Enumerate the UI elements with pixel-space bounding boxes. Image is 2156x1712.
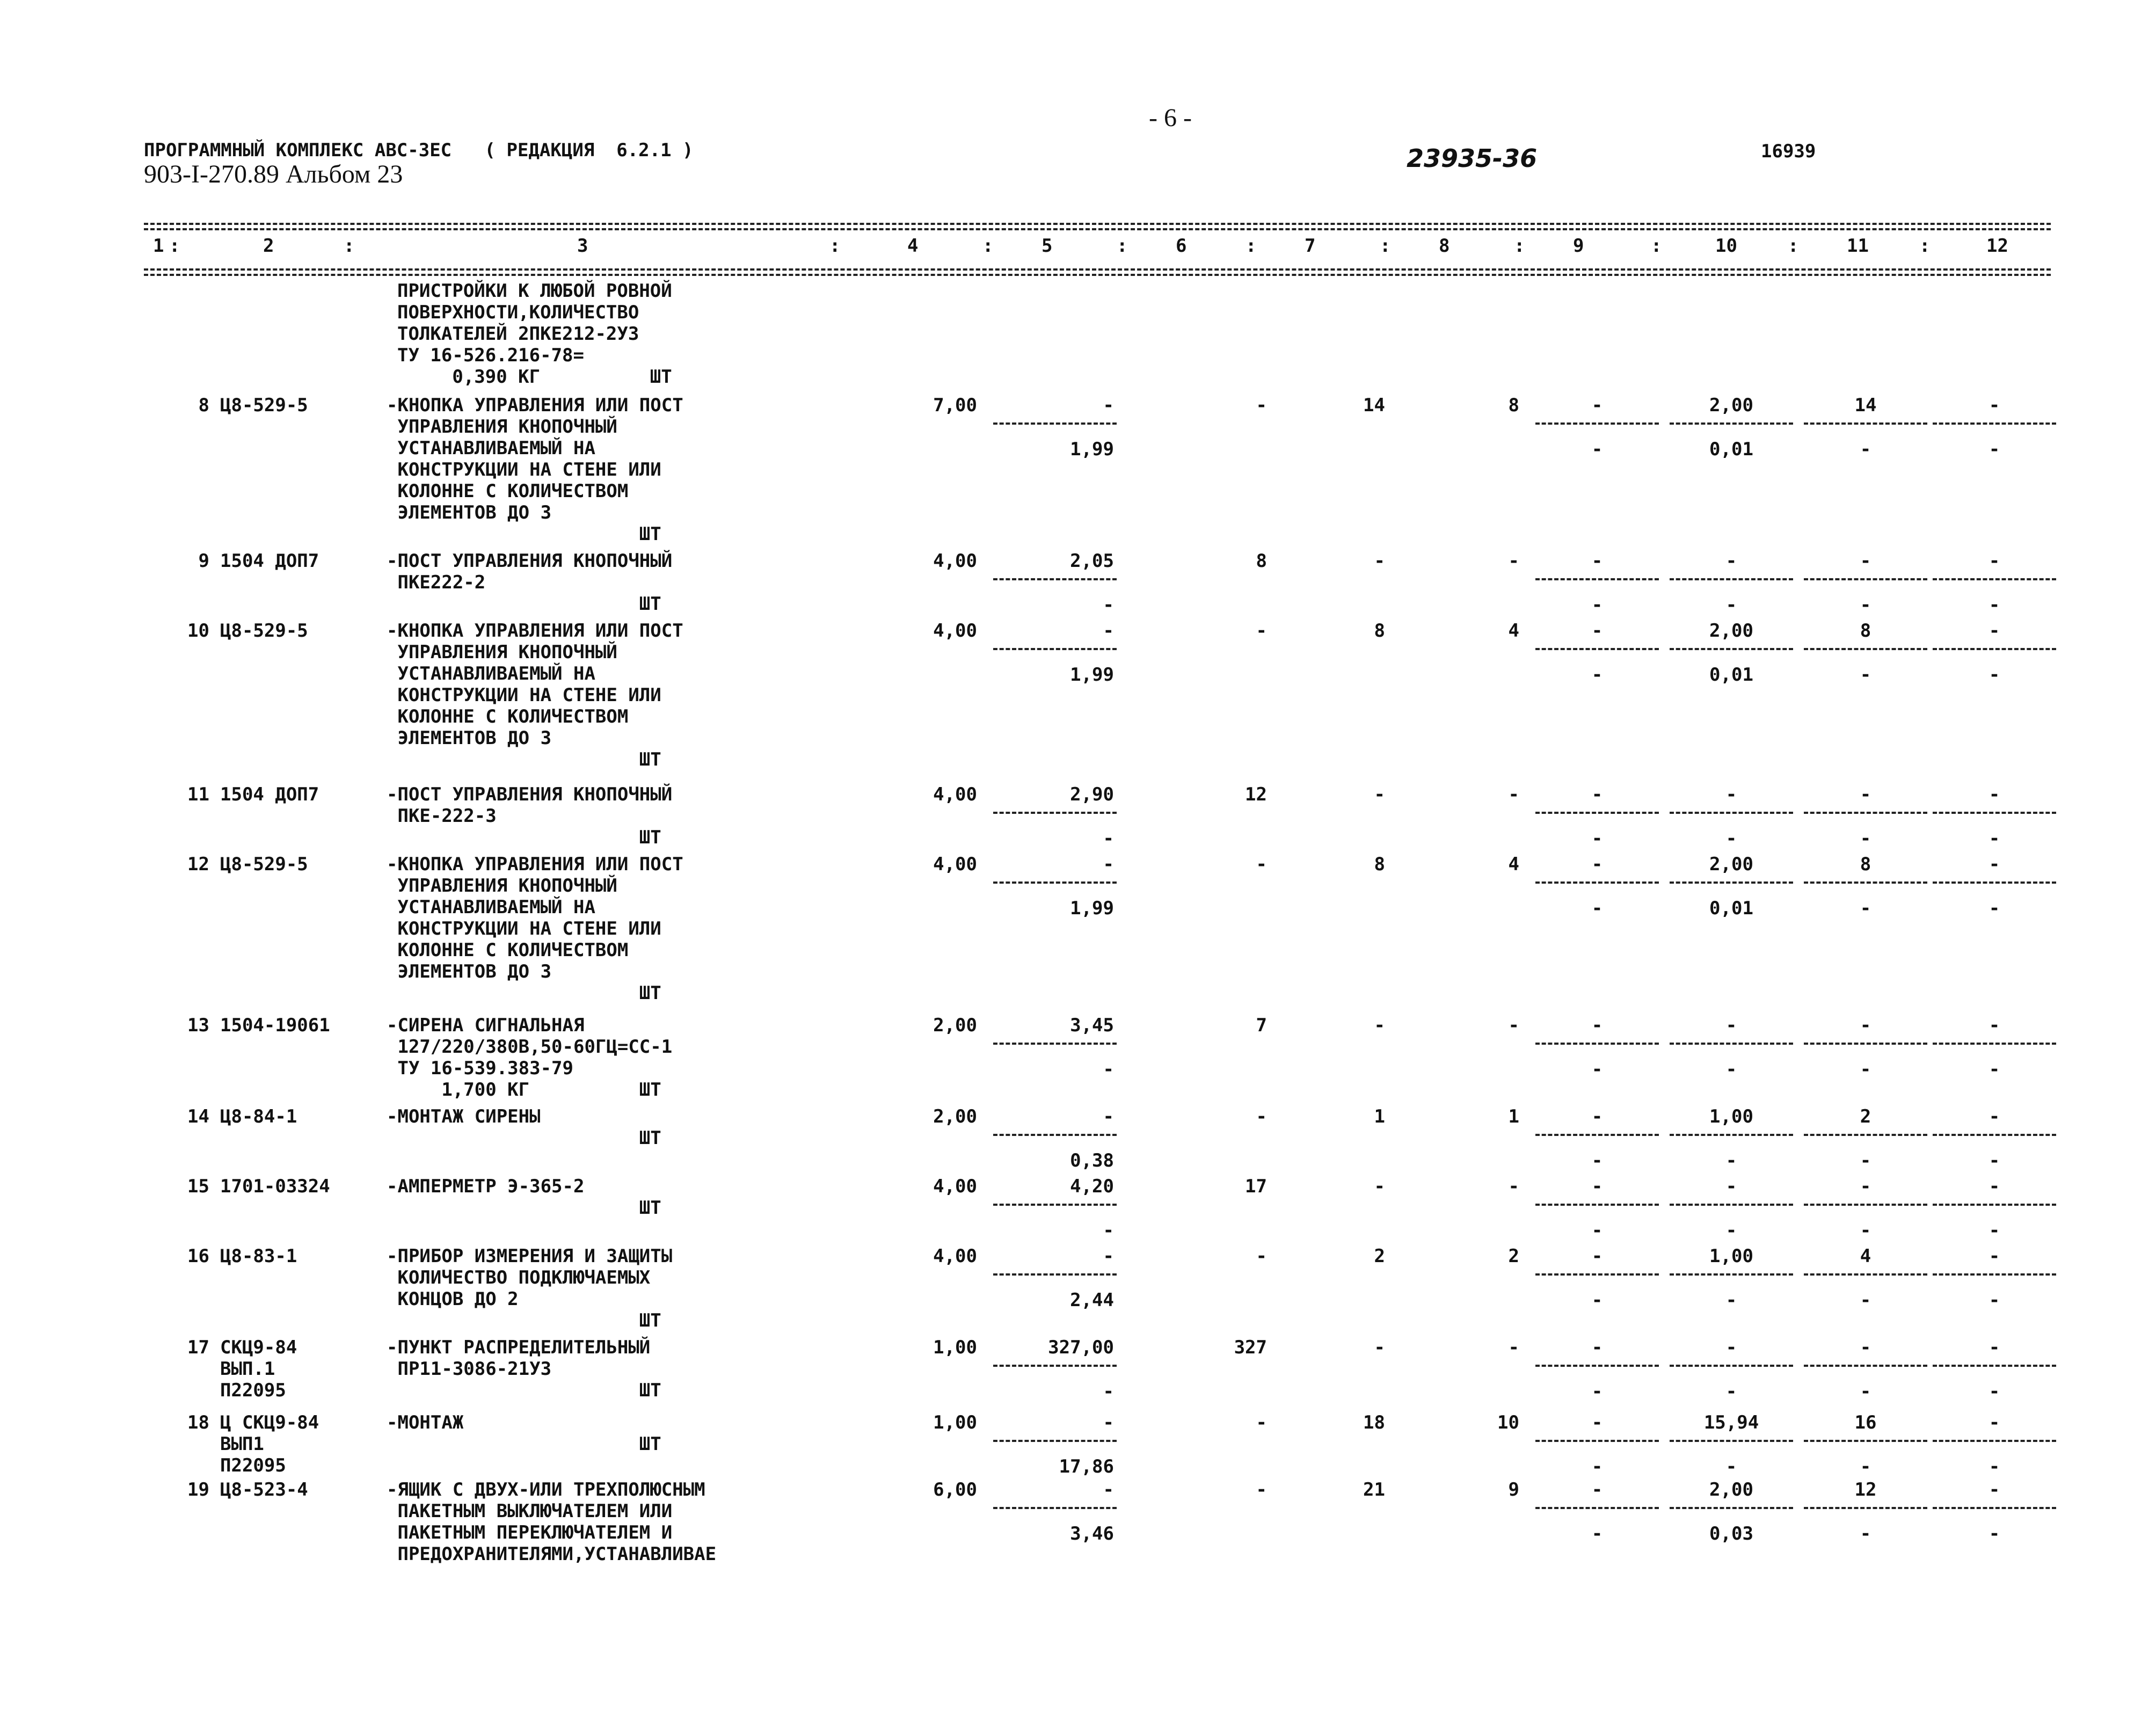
col8: 1 bbox=[1508, 1106, 1519, 1127]
col10-lower: - bbox=[1725, 1059, 1737, 1080]
col5-upper: - bbox=[1103, 1412, 1114, 1433]
col8: 4 bbox=[1508, 620, 1519, 642]
col11-upper: - bbox=[1860, 784, 1871, 805]
col9-upper: - bbox=[1591, 1106, 1603, 1127]
col9-divider bbox=[1535, 1043, 1659, 1045]
col12-upper: - bbox=[1989, 1479, 2000, 1500]
col6: - bbox=[1256, 1106, 1267, 1127]
col9-upper: - bbox=[1591, 854, 1603, 875]
col10-lower: - bbox=[1725, 828, 1737, 849]
registration-number: 23935-36 bbox=[1407, 144, 1538, 173]
column-separator: : bbox=[1788, 235, 1799, 257]
col10-lower: 0,01 bbox=[1709, 439, 1753, 460]
col4-quantity: 2,00 bbox=[933, 1106, 977, 1127]
col11-upper: 16 bbox=[1854, 1412, 1877, 1433]
col8: - bbox=[1508, 1015, 1519, 1036]
col5-upper: - bbox=[1103, 854, 1114, 875]
col6: - bbox=[1256, 1412, 1267, 1433]
col5-upper: - bbox=[1103, 1245, 1114, 1267]
col12-divider bbox=[1933, 1273, 2056, 1276]
col5-upper: - bbox=[1103, 620, 1114, 642]
row-number: 8 bbox=[198, 395, 209, 416]
col6: - bbox=[1256, 1479, 1267, 1500]
col7: - bbox=[1374, 1015, 1385, 1036]
col10-lower: 0,01 bbox=[1709, 898, 1753, 919]
column-header-1: 1 bbox=[153, 235, 164, 257]
col7: - bbox=[1374, 784, 1385, 805]
col8: - bbox=[1508, 550, 1519, 572]
col6: - bbox=[1256, 854, 1267, 875]
col6: 7 bbox=[1256, 1015, 1267, 1036]
row-number: 13 bbox=[187, 1015, 209, 1036]
col9-lower: - bbox=[1591, 828, 1603, 849]
col11-divider bbox=[1804, 422, 1927, 425]
col11-upper: - bbox=[1860, 1015, 1871, 1036]
col5-divider bbox=[993, 882, 1117, 884]
col10-upper: - bbox=[1725, 1015, 1737, 1036]
col8: 10 bbox=[1497, 1412, 1519, 1433]
col7: 1 bbox=[1374, 1106, 1385, 1127]
row-number: 16 bbox=[187, 1245, 209, 1267]
col12-upper: - bbox=[1989, 1412, 2000, 1433]
col11-lower: - bbox=[1860, 1290, 1871, 1311]
col12-divider bbox=[1933, 1204, 2056, 1206]
col12-lower: - bbox=[1989, 664, 2000, 686]
col10-lower: - bbox=[1725, 1220, 1737, 1241]
col7: 18 bbox=[1363, 1412, 1385, 1433]
col5-divider bbox=[993, 1134, 1117, 1136]
column-separator: : bbox=[1380, 235, 1391, 257]
col5-lower: - bbox=[1103, 1059, 1114, 1080]
col9-upper: - bbox=[1591, 395, 1603, 416]
col11-divider bbox=[1804, 578, 1927, 580]
col10-upper: 2,00 bbox=[1709, 854, 1753, 875]
item-description: -ПОСТ УПРАВЛЕНИЯ КНОПОЧНЫЙ ПКЕ222-2 ШТ bbox=[387, 550, 673, 615]
col9-divider bbox=[1535, 1134, 1659, 1136]
col9-upper: - bbox=[1591, 620, 1603, 642]
column-header-8: 8 bbox=[1439, 235, 1450, 257]
item-code: Ц8-529-5 bbox=[220, 620, 308, 642]
col11-lower: - bbox=[1860, 594, 1871, 616]
col12-divider bbox=[1933, 1134, 2056, 1136]
col6: 17 bbox=[1245, 1176, 1267, 1197]
col11-upper: 14 bbox=[1854, 395, 1877, 416]
row-number: 19 bbox=[187, 1479, 209, 1500]
item-code: 1504 ДОП7 bbox=[220, 550, 319, 572]
col11-lower: - bbox=[1860, 1150, 1871, 1171]
col9-upper: - bbox=[1591, 1015, 1603, 1036]
col7: 21 bbox=[1363, 1479, 1385, 1500]
column-separator: : bbox=[1651, 235, 1662, 257]
column-header-3: 3 bbox=[577, 235, 588, 257]
col12-upper: - bbox=[1989, 1337, 2000, 1358]
header-bottom-rule bbox=[144, 268, 2051, 271]
col11-divider bbox=[1804, 1365, 1927, 1367]
col9-divider bbox=[1535, 648, 1659, 650]
row-number: 15 bbox=[187, 1176, 209, 1197]
col9-divider bbox=[1535, 1507, 1659, 1509]
col8: 8 bbox=[1508, 395, 1519, 416]
col12-upper: - bbox=[1989, 1245, 2000, 1267]
col5-lower: - bbox=[1103, 594, 1114, 616]
col8: 4 bbox=[1508, 854, 1519, 875]
col4-quantity: 4,00 bbox=[933, 784, 977, 805]
column-separator: : bbox=[169, 235, 180, 257]
col10-divider bbox=[1670, 1440, 1793, 1442]
col4-quantity: 2,00 bbox=[933, 1015, 977, 1036]
col11-upper: 8 bbox=[1860, 620, 1871, 642]
item-code: 1504-19061 bbox=[220, 1015, 330, 1036]
col12-lower: - bbox=[1989, 1381, 2000, 1402]
col6: - bbox=[1256, 395, 1267, 416]
item-description: -ПРИБОР ИЗМЕРЕНИЯ И ЗАЩИТЫ КОЛИЧЕСТВО ПОДКЛЮЧАЕМЫХ КОНЦОВ ДО 2 ШТ bbox=[387, 1245, 673, 1331]
row-number: 11 bbox=[187, 784, 209, 805]
doc-code: 903-I-270.89 Альбом 23 bbox=[144, 160, 403, 188]
col11-upper: 8 bbox=[1860, 854, 1871, 875]
col9-lower: - bbox=[1591, 439, 1603, 460]
col9-upper: - bbox=[1591, 1479, 1603, 1500]
column-header-5: 5 bbox=[1041, 235, 1053, 257]
col5-lower: 0,38 bbox=[1070, 1150, 1114, 1171]
col11-lower: - bbox=[1860, 439, 1871, 460]
col5-upper: 3,45 bbox=[1070, 1015, 1114, 1036]
col5-divider bbox=[993, 1043, 1117, 1045]
col12-upper: - bbox=[1989, 1106, 2000, 1127]
col12-lower: - bbox=[1989, 1220, 2000, 1241]
item-code: Ц СКЦ9-84 ВЫП1 П22095 bbox=[220, 1412, 319, 1476]
col9-divider bbox=[1535, 882, 1659, 884]
col10-lower: 0,03 bbox=[1709, 1523, 1753, 1545]
col12-upper: - bbox=[1989, 1176, 2000, 1197]
col9-upper: - bbox=[1591, 1245, 1603, 1267]
col8: - bbox=[1508, 784, 1519, 805]
col5-divider bbox=[993, 1440, 1117, 1442]
item-description: -ПОСТ УПРАВЛЕНИЯ КНОПОЧНЫЙ ПКЕ-222-3 ШТ bbox=[387, 784, 673, 848]
col12-lower: - bbox=[1989, 1150, 2000, 1171]
col6: - bbox=[1256, 1245, 1267, 1267]
item-description: -ЯЩИК С ДВУХ-ИЛИ ТРЕХПОЛЮСНЫМ ПАКЕТНЫМ ВЫКЛЮЧАТЕЛЕМ ИЛИ ПАКЕТНЫМ ПЕРЕКЛЮЧАТЕЛЕМ И ПРЕДОХРАНИТЕЛЯМИ,УСТАНАВЛИВАЕ bbox=[387, 1479, 717, 1565]
col10-upper: - bbox=[1725, 784, 1737, 805]
col9-divider bbox=[1535, 422, 1659, 425]
col5-divider bbox=[993, 1204, 1117, 1206]
col12-upper: - bbox=[1989, 854, 2000, 875]
item-description: -МОНТАЖ СИРЕНЫ ШТ bbox=[387, 1106, 661, 1149]
col10-lower: - bbox=[1725, 1150, 1737, 1171]
col11-divider bbox=[1804, 1507, 1927, 1509]
col7: 8 bbox=[1374, 854, 1385, 875]
col10-lower: - bbox=[1725, 1456, 1737, 1477]
col9-lower: - bbox=[1591, 594, 1603, 616]
col12-upper: - bbox=[1989, 1015, 2000, 1036]
item-code: Ц8-84-1 bbox=[220, 1106, 297, 1127]
col4-quantity: 6,00 bbox=[933, 1479, 977, 1500]
col8: - bbox=[1508, 1176, 1519, 1197]
item-description: -КНОПКА УПРАВЛЕНИЯ ИЛИ ПОСТ УПРАВЛЕНИЯ КНОПОЧНЫЙ УСТАНАВЛИВАЕМЫЙ НА КОНСТРУКЦИИ НА СТЕНЕ ИЛИ КОЛОННЕ С КОЛИЧЕСТВОМ ЭЛЕМЕНТОВ ДО 3 ШТ bbox=[387, 854, 683, 1004]
col11-lower: - bbox=[1860, 1523, 1871, 1545]
col12-lower: - bbox=[1989, 1523, 2000, 1545]
col9-lower: - bbox=[1591, 898, 1603, 919]
header-bottom-rule-2 bbox=[144, 274, 2051, 276]
col12-upper: - bbox=[1989, 784, 2000, 805]
col10-upper: - bbox=[1725, 1176, 1737, 1197]
col8: 2 bbox=[1508, 1245, 1519, 1267]
column-separator: : bbox=[1245, 235, 1257, 257]
col11-lower: - bbox=[1860, 1456, 1871, 1477]
item-code: СКЦ9-84 ВЫП.1 П22095 bbox=[220, 1337, 297, 1401]
item-description: -ПУНКТ РАСПРЕДЕЛИТЕЛЬНЫЙ ПР11-3086-21У3 ШТ bbox=[387, 1337, 661, 1401]
col12-lower: - bbox=[1989, 828, 2000, 849]
col4-quantity: 4,00 bbox=[933, 1245, 977, 1267]
top-rule-1 bbox=[144, 223, 2051, 225]
col12-upper: - bbox=[1989, 620, 2000, 642]
col11-upper: - bbox=[1860, 1337, 1871, 1358]
col12-divider bbox=[1933, 1507, 2056, 1509]
column-header-12: 12 bbox=[1986, 235, 2008, 257]
col11-upper: - bbox=[1860, 1176, 1871, 1197]
col9-lower: - bbox=[1591, 1381, 1603, 1402]
col9-lower: - bbox=[1591, 1290, 1603, 1311]
col12-lower: - bbox=[1989, 594, 2000, 616]
col5-lower: 1,99 bbox=[1070, 664, 1114, 686]
col12-divider bbox=[1933, 578, 2056, 580]
col11-lower: - bbox=[1860, 1381, 1871, 1402]
column-separator: : bbox=[829, 235, 841, 257]
col5-upper: 2,90 bbox=[1070, 784, 1114, 805]
col5-lower: 2,44 bbox=[1070, 1290, 1114, 1311]
col10-divider bbox=[1670, 882, 1793, 884]
col9-divider bbox=[1535, 1273, 1659, 1276]
col12-divider bbox=[1933, 422, 2056, 425]
col7: 2 bbox=[1374, 1245, 1385, 1267]
col7: - bbox=[1374, 1337, 1385, 1358]
col6: 12 bbox=[1245, 784, 1267, 805]
item-description: -КНОПКА УПРАВЛЕНИЯ ИЛИ ПОСТ УПРАВЛЕНИЯ КНОПОЧНЫЙ УСТАНАВЛИВАЕМЫЙ НА КОНСТРУКЦИИ НА СТЕНЕ ИЛИ КОЛОННЕ С КОЛИЧЕСТВОМ ЭЛЕМЕНТОВ ДО 3 ШТ bbox=[387, 395, 683, 545]
col9-upper: - bbox=[1591, 784, 1603, 805]
col9-divider bbox=[1535, 1365, 1659, 1367]
col6: 327 bbox=[1234, 1337, 1267, 1358]
col12-divider bbox=[1933, 1365, 2056, 1367]
col11-lower: - bbox=[1860, 664, 1871, 686]
col5-upper: - bbox=[1103, 1479, 1114, 1500]
col4-quantity: 1,00 bbox=[933, 1412, 977, 1433]
column-separator: : bbox=[1919, 235, 1931, 257]
col11-divider bbox=[1804, 1204, 1927, 1206]
col5-divider bbox=[993, 422, 1117, 425]
col9-divider bbox=[1535, 578, 1659, 580]
col5-upper: 4,20 bbox=[1070, 1176, 1114, 1197]
col5-divider bbox=[993, 1507, 1117, 1509]
col6: 8 bbox=[1256, 550, 1267, 572]
col4-quantity: 4,00 bbox=[933, 854, 977, 875]
col8: 9 bbox=[1508, 1479, 1519, 1500]
column-header-10: 10 bbox=[1715, 235, 1737, 257]
col5-divider bbox=[993, 648, 1117, 650]
row-number: 12 bbox=[187, 854, 209, 875]
top-rule-2 bbox=[144, 228, 2051, 230]
col5-lower: - bbox=[1103, 1220, 1114, 1241]
row-number: 9 bbox=[198, 550, 209, 572]
col11-divider bbox=[1804, 1440, 1927, 1442]
col11-lower: - bbox=[1860, 1220, 1871, 1241]
item-code: 1504 ДОП7 bbox=[220, 784, 319, 805]
col10-upper: 2,00 bbox=[1709, 1479, 1753, 1500]
col10-upper: 1,00 bbox=[1709, 1245, 1753, 1267]
col10-lower: - bbox=[1725, 594, 1737, 616]
col11-lower: - bbox=[1860, 898, 1871, 919]
col7: - bbox=[1374, 1176, 1385, 1197]
col9-lower: - bbox=[1591, 1220, 1603, 1241]
col10-upper: - bbox=[1725, 1337, 1737, 1358]
col10-lower: 0,01 bbox=[1709, 664, 1753, 686]
col11-divider bbox=[1804, 1273, 1927, 1276]
item-description: -МОНТАЖ ШТ bbox=[387, 1412, 661, 1455]
col5-lower: - bbox=[1103, 828, 1114, 849]
column-separator: : bbox=[344, 235, 355, 257]
col11-upper: - bbox=[1860, 550, 1871, 572]
col10-divider bbox=[1670, 1507, 1793, 1509]
col11-upper: 12 bbox=[1854, 1479, 1877, 1500]
column-header-6: 6 bbox=[1176, 235, 1187, 257]
col12-divider bbox=[1933, 1440, 2056, 1442]
col9-upper: - bbox=[1591, 1176, 1603, 1197]
col12-lower: - bbox=[1989, 439, 2000, 460]
col11-upper: 4 bbox=[1860, 1245, 1871, 1267]
row-number: 14 bbox=[187, 1106, 209, 1127]
col5-lower: 17,86 bbox=[1059, 1456, 1114, 1477]
col10-divider bbox=[1670, 1273, 1793, 1276]
col9-lower: - bbox=[1591, 1523, 1603, 1545]
col5-upper: 327,00 bbox=[1048, 1337, 1114, 1358]
col5-upper: 2,05 bbox=[1070, 550, 1114, 572]
col5-divider bbox=[993, 1273, 1117, 1276]
col4-quantity: 4,00 bbox=[933, 550, 977, 572]
col5-divider bbox=[993, 1365, 1117, 1367]
col11-lower: - bbox=[1860, 828, 1871, 849]
col10-divider bbox=[1670, 648, 1793, 650]
col12-lower: - bbox=[1989, 1059, 2000, 1080]
col9-upper: - bbox=[1591, 550, 1603, 572]
col9-divider bbox=[1535, 1440, 1659, 1442]
item-code: Ц8-529-5 bbox=[220, 854, 308, 875]
column-header-11: 11 bbox=[1847, 235, 1869, 257]
col11-upper: 2 bbox=[1860, 1106, 1871, 1127]
col9-lower: - bbox=[1591, 1059, 1603, 1080]
col5-lower: - bbox=[1103, 1381, 1114, 1402]
item-code: Ц8-523-4 bbox=[220, 1479, 308, 1500]
col4-quantity: 7,00 bbox=[933, 395, 977, 416]
column-header-9: 9 bbox=[1573, 235, 1584, 257]
col9-lower: - bbox=[1591, 664, 1603, 686]
col12-divider bbox=[1933, 1043, 2056, 1045]
column-header-2: 2 bbox=[263, 235, 274, 257]
col10-divider bbox=[1670, 1204, 1793, 1206]
item-code: Ц8-529-5 bbox=[220, 395, 308, 416]
item-code: Ц8-83-1 bbox=[220, 1245, 297, 1267]
col11-divider bbox=[1804, 882, 1927, 884]
col12-divider bbox=[1933, 648, 2056, 650]
col7: 8 bbox=[1374, 620, 1385, 642]
sheet-number: 16939 bbox=[1761, 141, 1816, 162]
col10-upper: 2,00 bbox=[1709, 395, 1753, 416]
row-number: 18 bbox=[187, 1412, 209, 1433]
col5-lower: 1,99 bbox=[1070, 898, 1114, 919]
col10-upper: 1,00 bbox=[1709, 1106, 1753, 1127]
column-separator: : bbox=[1514, 235, 1525, 257]
col12-upper: - bbox=[1989, 395, 2000, 416]
col4-quantity: 4,00 bbox=[933, 620, 977, 642]
item-code: 1701-03324 bbox=[220, 1176, 330, 1197]
col5-divider bbox=[993, 812, 1117, 814]
col5-lower: 3,46 bbox=[1070, 1523, 1114, 1545]
item-description: -КНОПКА УПРАВЛЕНИЯ ИЛИ ПОСТ УПРАВЛЕНИЯ КНОПОЧНЫЙ УСТАНАВЛИВАЕМЫЙ НА КОНСТРУКЦИИ НА СТЕНЕ ИЛИ КОЛОННЕ С КОЛИЧЕСТВОМ ЭЛЕМЕНТОВ ДО 3 ШТ bbox=[387, 620, 683, 770]
row-number: 10 bbox=[187, 620, 209, 642]
col10-divider bbox=[1670, 1365, 1793, 1367]
column-header-7: 7 bbox=[1305, 235, 1316, 257]
col12-divider bbox=[1933, 882, 2056, 884]
col11-divider bbox=[1804, 1134, 1927, 1136]
column-separator: : bbox=[1117, 235, 1128, 257]
col9-divider bbox=[1535, 1204, 1659, 1206]
item-description: -АМПЕРМЕТР Э-365-2 ШТ bbox=[387, 1176, 661, 1219]
col10-divider bbox=[1670, 422, 1793, 425]
col12-lower: - bbox=[1989, 1290, 2000, 1311]
col6: - bbox=[1256, 620, 1267, 642]
item-description: -СИРЕНА СИГНАЛЬНАЯ 127/220/380В,50-60ГЦ=СС-1 ТУ 16-539.383-79 1,700 КГ ШТ bbox=[387, 1015, 673, 1101]
col10-divider bbox=[1670, 812, 1793, 814]
col4-quantity: 1,00 bbox=[933, 1337, 977, 1358]
col7: - bbox=[1374, 550, 1385, 572]
page-number: - 6 - bbox=[1149, 104, 1192, 132]
col12-lower: - bbox=[1989, 1456, 2000, 1477]
column-separator: : bbox=[982, 235, 994, 257]
col9-lower: - bbox=[1591, 1456, 1603, 1477]
col12-upper: - bbox=[1989, 550, 2000, 572]
col10-lower: - bbox=[1725, 1381, 1737, 1402]
col10-upper: 2,00 bbox=[1709, 620, 1753, 642]
col10-lower: - bbox=[1725, 1290, 1737, 1311]
col10-divider bbox=[1670, 578, 1793, 580]
col12-lower: - bbox=[1989, 898, 2000, 919]
col9-upper: - bbox=[1591, 1412, 1603, 1433]
col11-divider bbox=[1804, 812, 1927, 814]
col9-lower: - bbox=[1591, 1150, 1603, 1171]
col9-upper: - bbox=[1591, 1337, 1603, 1358]
column-header-4: 4 bbox=[907, 235, 919, 257]
col7: 14 bbox=[1363, 395, 1385, 416]
col10-divider bbox=[1670, 1134, 1793, 1136]
col5-divider bbox=[993, 578, 1117, 580]
col4-quantity: 4,00 bbox=[933, 1176, 977, 1197]
col10-upper: 15,94 bbox=[1703, 1412, 1759, 1433]
col10-upper: - bbox=[1725, 550, 1737, 572]
col11-lower: - bbox=[1860, 1059, 1871, 1080]
col9-divider bbox=[1535, 812, 1659, 814]
row-number: 17 bbox=[187, 1337, 209, 1358]
col5-upper: - bbox=[1103, 1106, 1114, 1127]
program-title: ПРОГРАММНЫЙ КОМПЛЕКС АВС-3ЕС ( РЕДАКЦИЯ 6.2.1 ) bbox=[144, 140, 694, 161]
col11-divider bbox=[1804, 1043, 1927, 1045]
col5-lower: 1,99 bbox=[1070, 439, 1114, 460]
col10-divider bbox=[1670, 1043, 1793, 1045]
col12-divider bbox=[1933, 812, 2056, 814]
col5-upper: - bbox=[1103, 395, 1114, 416]
col11-divider bbox=[1804, 648, 1927, 650]
col8: - bbox=[1508, 1337, 1519, 1358]
intro-text: ПРИСТРОЙКИ К ЛЮБОЙ РОВНОЙ ПОВЕРХНОСТИ,КОЛИЧЕСТВО ТОЛКАТЕЛЕЙ 2ПКЕ212-2У3 ТУ 16-526.216-78= 0,390 КГ ШТ bbox=[397, 280, 672, 388]
